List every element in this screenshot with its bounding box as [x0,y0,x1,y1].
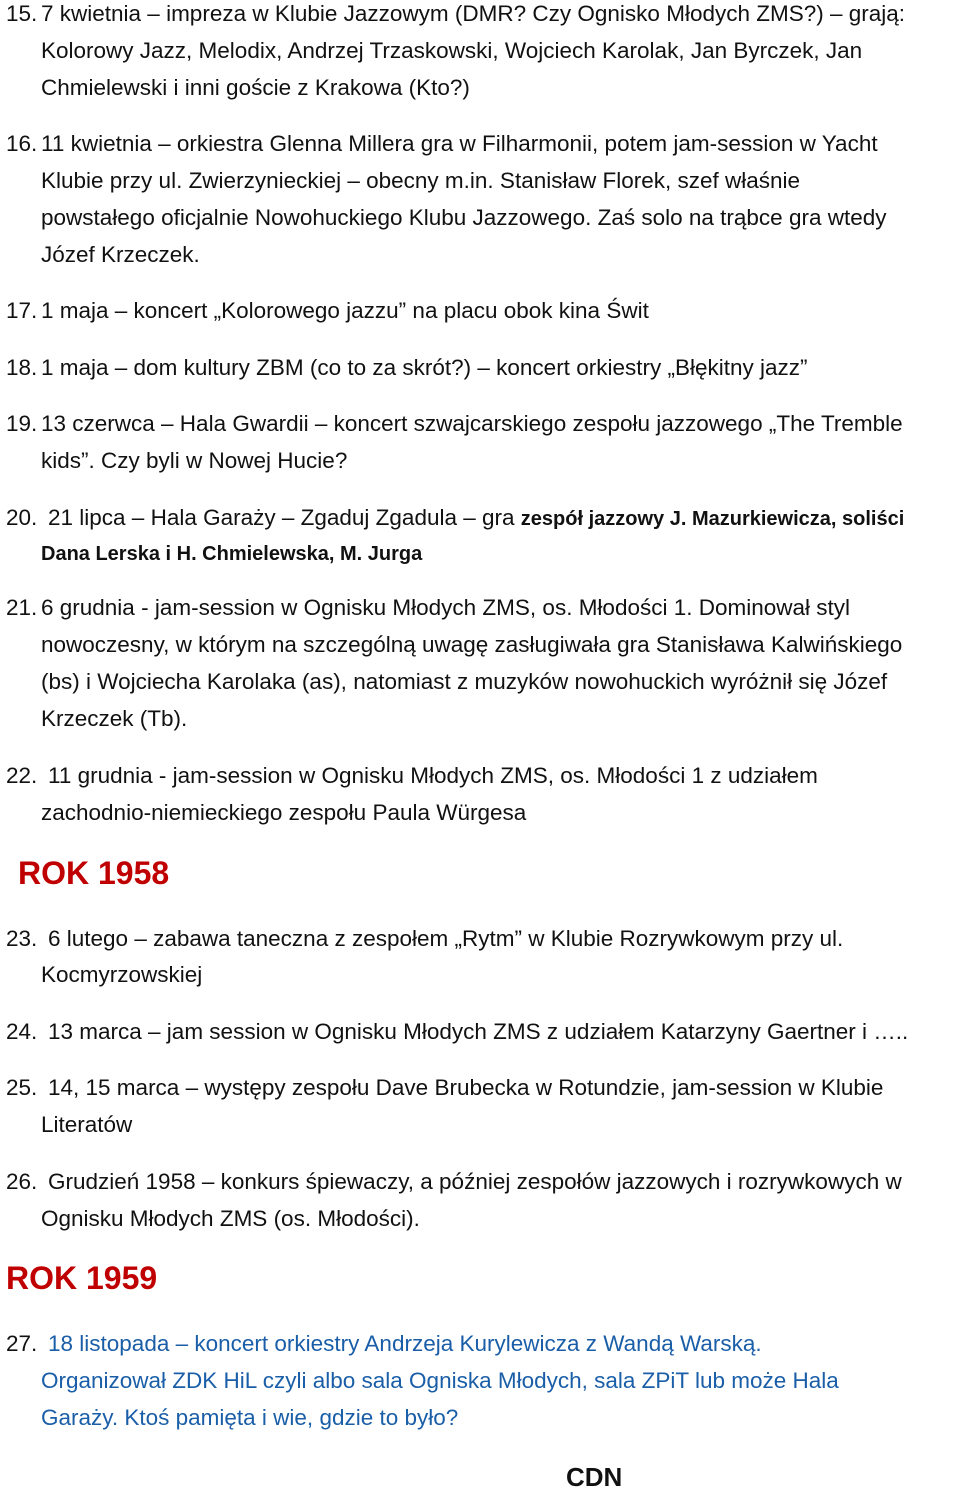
item-text: (bs) i Wojciecha Karolaka (as), natomiast z muzyków nowohuckich wyróżnił się Józef [41,669,888,694]
item-number: 21. [6,595,38,620]
item-number: 19. [6,411,38,436]
continuation-footer: CDN [566,1462,623,1492]
item-text: 13 marca – jam session w Ognisku Młodych ZMS z udziałem Katarzyny Gaertner i ….. [48,1019,909,1044]
item-number: 20. [6,505,38,530]
item-text: 13 czerwca – Hala Gwardii – koncert szwajcarskiego zespołu jazzowego „The Tremble [41,411,903,436]
item-text-bold: zespół jazzowy J. Mazurkiewicza, soliści [520,508,905,530]
item-text: 11 grudnia - jam-session w Ognisku Młodych ZMS, os. Młodości 1 z udziałem [48,763,818,788]
item-text: zachodnio-niemieckiego zespołu Paula Würgesa [41,800,527,825]
item-number: 22. [6,763,38,788]
item-number: 17. [6,298,38,323]
item-text [48,504,904,533]
item-text: 6 lutego – zabawa taneczna z zespołem „Rytm” w Klubie Rozrywkowym przy ul. [48,926,844,951]
item-text-highlighted: Garaży. Ktoś pamięta i wie, gdzie to było? [41,1405,459,1430]
item-text: 1 maja – koncert „Kolorowego jazzu” na placu obok kina Świt [41,298,649,323]
item-number: 26. [6,1169,38,1194]
item-text: nowoczesny, w którym na szczególną uwagę zasługiwała gra Stanisława Kalwińskiego [41,632,903,657]
item-text: 1 maja – dom kultury ZBM (co to za skrót?) – koncert orkiestry „Błękitny jazz” [41,355,808,380]
item-text: 14, 15 marca – występy zespołu Dave Brubecka w Rotundzie, jam-session w Klubie [48,1075,884,1100]
item-number: 18. [6,355,38,380]
item-text-regular: 21 lipca – Hala Garaży – Zgaduj Zgadula – gra [48,505,521,530]
item-text: Klubie przy ul. Zwierzynieckiej – obecny m.in. Stanisław Florek, szef właśnie [41,168,801,193]
item-text: Kolorowy Jazz, Melodix, Andrzej Trzaskowski, Wojciech Karolak, Jan Byrczek, Jan [41,38,863,63]
item-number: 23. [6,926,38,951]
item-text: Kocmyrzowskiej [41,962,203,987]
item-text: Grudzień 1958 – konkurs śpiewaczy, a później zespołów jazzowych i rozrywkowych w [48,1169,902,1194]
item-text: Ognisku Młodych ZMS (os. Młodości). [41,1206,420,1231]
year-heading-1958: ROK 1958 [18,855,170,891]
item-text-bold: Dana Lerska i H. Chmielewska, M. Jurga [41,543,423,565]
item-text: 6 grudnia - jam-session w Ognisku Młodych ZMS, os. Młodości 1. Dominował styl [41,595,851,620]
item-text: Józef Krzeczek. [41,242,200,267]
item-text: Chmielewski i inni goście z Krakowa (Kto?) [41,75,470,100]
item-text-highlighted: 18 listopada – koncert orkiestry Andrzeja Kurylewicza z Wandą Warską. [48,1331,762,1356]
item-text: kids”. Czy byli w Nowej Hucie? [41,448,348,473]
item-text: 7 kwietnia – impreza w Klubie Jazzowym (DMR? Czy Ognisko Młodych ZMS?) – grają: [41,1,906,26]
year-heading-1959: ROK 1959 [6,1260,158,1296]
item-text: Krzeczek (Tb). [41,706,188,731]
item-number: 15. [6,1,38,26]
item-number: 16. [6,131,38,156]
item-number: 25. [6,1075,38,1100]
item-text: Literatów [41,1112,133,1137]
item-number: 27. [6,1331,38,1356]
item-text: 11 kwietnia – orkiestra Glenna Millera gra w Filharmonii, potem jam-session w Yacht [41,131,878,156]
item-text-highlighted: Organizował ZDK HiL czyli albo sala Ogniska Młodych, sala ZPiT lub może Hala [41,1368,839,1393]
item-text: powstałego oficjalnie Nowohuckiego Klubu Jazzowego. Zaś solo na trąbce gra wtedy [41,205,887,230]
item-number: 24. [6,1019,38,1044]
